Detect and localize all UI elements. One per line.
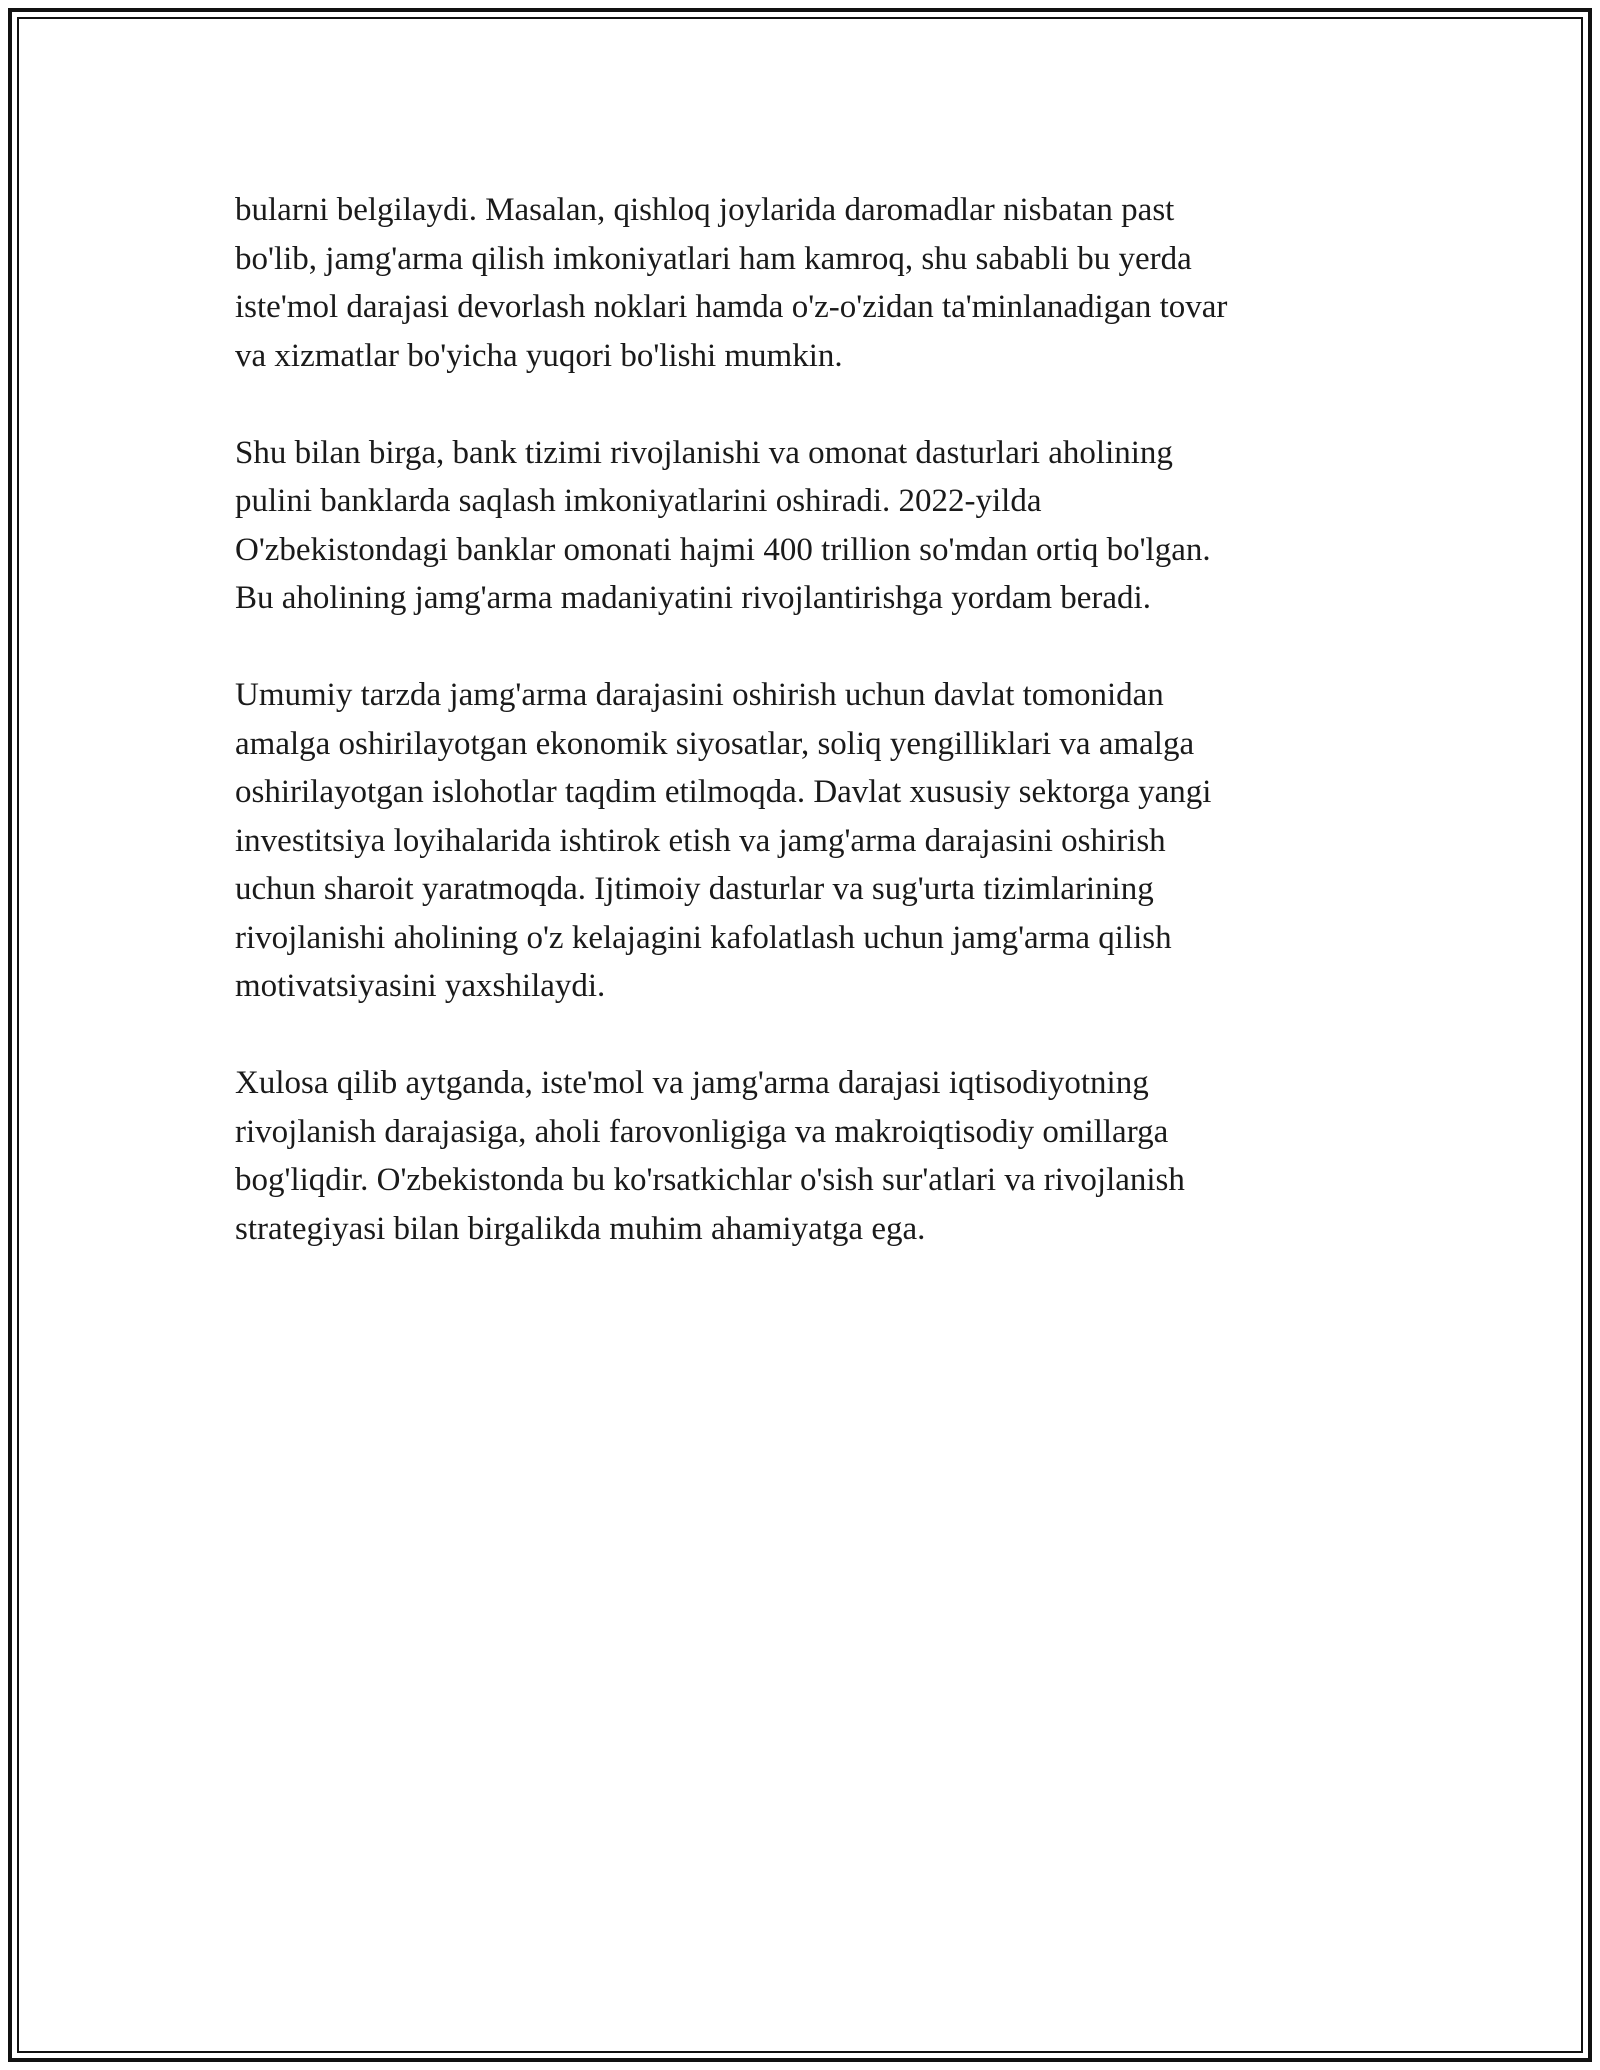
paragraph xyxy=(235,186,1365,380)
text-line: oshirilayotgan islohotlar taqdim etilmoqda. Davlat xususiy sektorga yangi xyxy=(235,774,1212,810)
document-body xyxy=(235,186,1365,1302)
text-line: pulini banklarda saqlash imkoniyatlarini oshiradi. 2022-yilda xyxy=(235,483,1042,519)
text-line: O'zbekistondagi banklar omonati hajmi 400 trillion so'mdan ortiq bo'lgan. xyxy=(235,531,1211,568)
text-line: Bu aholining jamg'arma madaniyatini rivojlantirishga yordam beradi. xyxy=(235,580,1151,616)
text-line: Xulosa qilib aytganda, iste'mol va jamg'arma darajasi iqtisodiyotning xyxy=(235,1065,1149,1101)
text-line: strategiyasi bilan birgalikda muhim ahamiyatga ega. xyxy=(235,1210,926,1247)
text-line: va xizmatlar bo'yicha yuqori bo'lishi mumkin. xyxy=(235,337,843,374)
paragraph xyxy=(235,671,1365,1011)
text-line: bog'liqdir. O'zbekistonda bu ko'rsatkichlar o'sish sur'atlari va rivojlanish xyxy=(235,1162,1185,1198)
text-line: uchun sharoit yaratmoqda. Ijtimoiy dasturlar va sug'urta tizimlarining xyxy=(235,871,1154,907)
paragraph xyxy=(235,1059,1365,1253)
text-line: iste'mol darajasi devorlash noklari hamda o'z-o'zidan ta'minlanadigan tovar xyxy=(235,289,1228,325)
text-line: bo'lib, jamg'arma qilish imkoniyatlari ham kamroq, shu sababli bu yerda xyxy=(235,240,1192,277)
text-line: rivojlanishi aholining o'z kelajagini kafolatlash uchun jamg'arma qilish xyxy=(235,919,1172,956)
text-line: investitsiya loyihalarida ishtirok etish va jamg'arma darajasini oshirish xyxy=(235,822,1166,859)
text-line: motivatsiyasini yaxshilaydi. xyxy=(235,968,606,1004)
text-line: rivojlanish darajasiga, aholi farovonligiga va makroiqtisodiy omillarga xyxy=(235,1113,1169,1150)
text-line: bularni belgilaydi. Masalan, qishloq joylarida daromadlar nisbatan past xyxy=(235,192,1175,228)
text-line: amalga oshirilayotgan ekonomik siyosatlar, soliq yengilliklari va amalga xyxy=(235,725,1195,762)
text-line: Shu bilan birga, bank tizimi rivojlanishi va omonat dasturlari aholining xyxy=(235,434,1173,471)
text-line: Umumiy tarzda jamg'arma darajasini oshirish uchun davlat tomonidan xyxy=(235,677,1164,713)
paragraph xyxy=(235,429,1365,623)
